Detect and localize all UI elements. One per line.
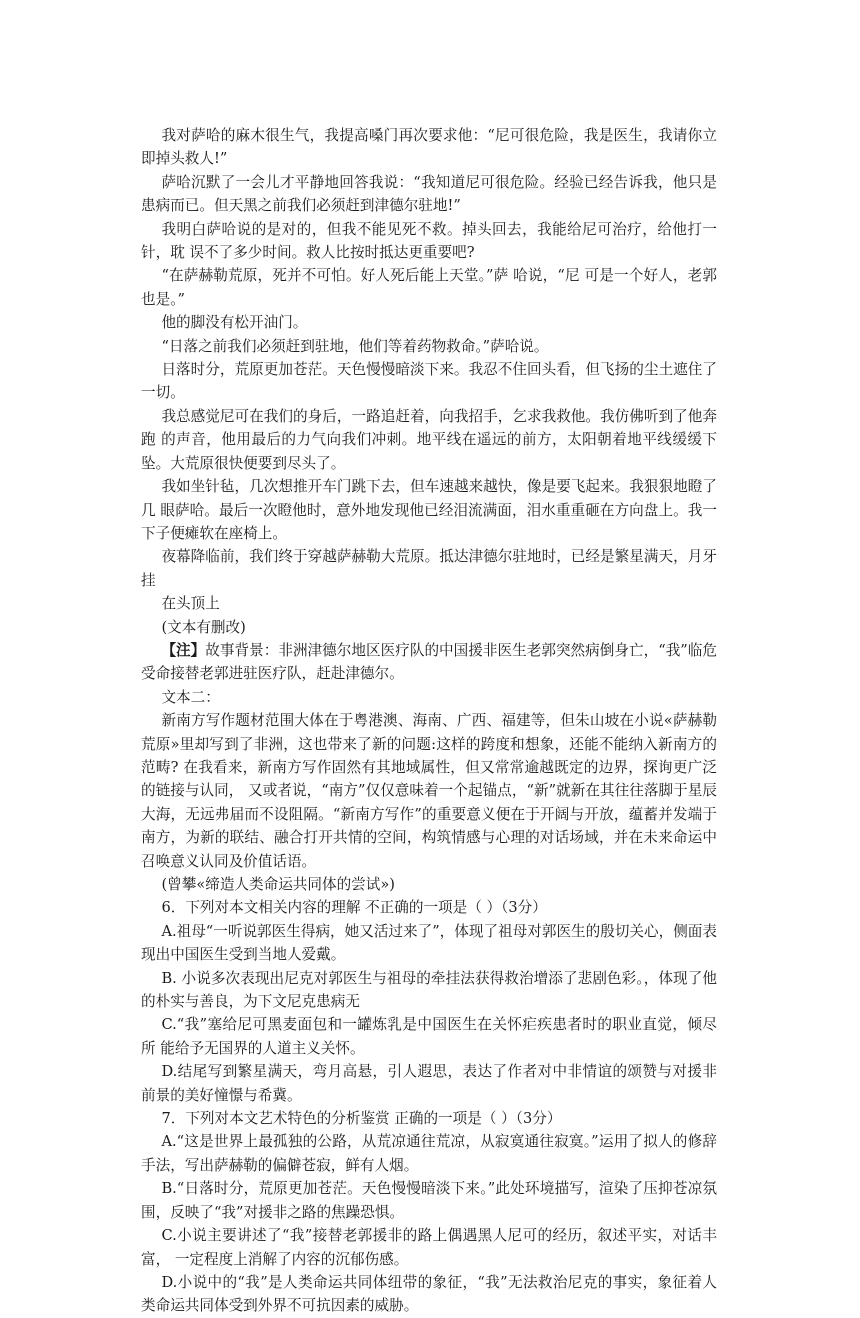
question-7-option-b: B.“日落时分，荒原更加苍茫。天色慢慢暗淡下来。”此处环境描写，渲染了压抑苍凉氛围，反映了“我”对援非之路的焦躁恐惧。 <box>141 1180 717 1221</box>
question-7-option-c: C.小说主要讲述了“我”接替老郭援非的路上偶遇黑人尼可的经历，叙述平实，对话丰富， 一定程度上消解了内容的沉郁伤感。 <box>141 1227 717 1268</box>
story-paragraph: 我明白萨哈说的是对的，但我不能见死不救。掉头回去，我能给尼可治疗，给他打一针，耽 误不了多少时间。救人比按时抵达更重要吧? <box>141 220 717 262</box>
story-paragraph: 萨哈沉默了一会儿才平静地回答我说：“我知道尼可很危险。经验已经告诉我，他只是患病而已。但天黑之前我们必须赶到津德尔驻地!” <box>141 173 717 215</box>
edit-note: (文本有删改) <box>161 618 246 636</box>
question-7-stem: 7．下列对本文艺术特色的分析鉴赏 正确的一项是（ ）（3分） <box>161 1110 562 1128</box>
question-6-stem: 6．下列对本文相关内容的理解 不正确的一项是（ ）（3分） <box>161 899 547 917</box>
story-paragraph: 我对萨哈的麻木很生气，我提高嗓门再次要求他：“尼可很危险，我是医生，我请你立即掉头救人!” <box>141 127 717 168</box>
question-6-option-a: A.祖母“一听说郭医生得病，她又活过来了”，体现了祖母对郭医生的殷切关心，侧面表现出中国医生受到当地人爱戴。 <box>141 922 717 964</box>
story-paragraph: “在萨赫勒荒原，死并不可怕。好人死后能上天堂。”萨 哈说，“尼 可是一个好人，老郭也是。” <box>141 267 717 308</box>
text2-source: (曾攀«缔造人类命运共同体的尝试») <box>161 876 395 893</box>
question-6-option-b: B. 小说多次表现出尼克对郭医生与祖母的牵挂法获得救治增添了悲剧色彩。，体现了他的朴实与善良，为下文尼克患病无 <box>141 969 717 1011</box>
question-6-option-c: C.“我”塞给尼可黑麦面包和一罐炼乳是中国医生在关怀疟疾患者时的职业直觉，倾尽所 能给予无国界的人道主义关怀。 <box>141 1016 717 1057</box>
text2-heading: 文本二： <box>161 688 220 706</box>
note-text: 故事背景：非洲津德尔地区医疗队的中国援非医生老郭突然病倒身亡，“我”临危受命接替老郭进驻医疗队，赶赴津德尔。 <box>141 641 717 683</box>
question-7-option-a: A.“这是世界上最孤独的公路，从荒凉通往荒凉，从寂寞通往寂寞。”运用了拟人的修辞手法，写出萨赫勒的偏僻苍寂，鲜有人烟。 <box>141 1133 717 1174</box>
story-paragraph: 日落时分，荒原更加苍茫。天色慢慢暗淡下来。我忍不住回头看，但飞扬的尘土遮住了一切。 <box>141 361 717 402</box>
question-6-option-d: D.结尾写到繁星满天，弯月高悬，引人遐思，表达了作者对中非情谊的颂赞与对援非前景的美好憧憬与希冀。 <box>141 1063 717 1104</box>
background-note <box>141 639 717 686</box>
story-paragraph: 我如坐针毡，几次想推开车门跳下去，但车速越来越快，像是要飞起来。我狠狠地瞪了几 眼萨哈。最后一次瞪他时，意外地发现他已经泪流满面，泪水重重砸在方向盘上。我一下子便瘫软在座椅上。 <box>141 478 717 542</box>
story-paragraph: 在头顶上 <box>161 595 220 613</box>
story-paragraph: 我总感觉尼可在我们的身后，一路追赶着，向我招手，乞求我救他。我仿佛听到了他奔跑 的声音，他用最后的力气向我们冲刺。地平线在遥远的前方，太阳朝着地平线缓缓下坠。大荒原很快便要到尽头了。 <box>141 407 717 472</box>
story-paragraph: 夜幕降临前，我们终于穿越萨赫勒大荒原。抵达津德尔驻地时，已经是繁星满天，月牙挂 <box>141 548 717 589</box>
story-paragraph: “日落之前我们必须赶到驻地，他们等着药物救命。”萨哈说。 <box>161 337 549 355</box>
story-paragraph: 他的脚没有松开油门。 <box>161 314 308 332</box>
note-label: 【注】 <box>161 641 206 659</box>
question-7-option-d: D.小说中的“我”是人类命运共同体纽带的象征，“我”无法救治尼克的事实，象征着人类命运共同体受到外界不可抗因素的威胁。 <box>141 1273 717 1315</box>
text2-body: 新南方写作题材范围大体在于粤港澳、海南、广西、福建等，但朱山坡在小说«萨赫勒荒原»里却写到了非洲，这也带来了新的问题:这样的跨度和想象，还能不能纳入新南方的范畴? 在我看来，新南方写作固然有其地域属性，但又常常逾越既定的边界，探询更广泛的链接与认同， 又或者说，“南方”仅仅意味着一个起锚点，“新”就新在其往往落脚于星辰大海，无远弗届而不设阻隔。“新南方写作”的重要意义便在于开阔与开放，蕴蓄并发端于南方，为新的联结、融合打开共情的空间，构筑情感与心理的对话场域，并在未来命运中召唤意义认同及价值话语。 <box>141 712 717 870</box>
document-content <box>141 124 717 1318</box>
